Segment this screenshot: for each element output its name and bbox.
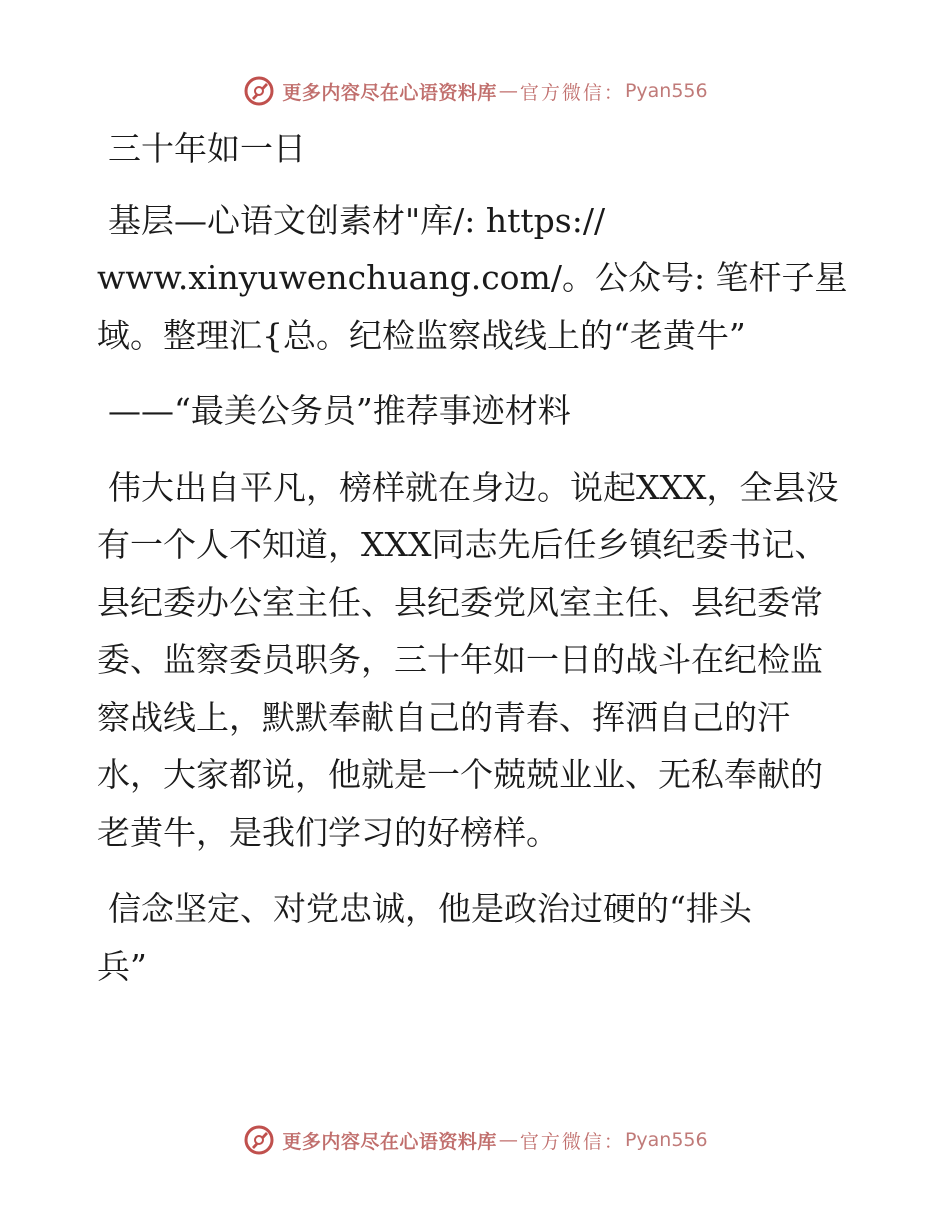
document-subtitle: ——“最美公务员”推荐事迹材料	[108, 391, 571, 430]
watermark-wechat-label: 官方微信：	[519, 1130, 625, 1153]
watermark-main-text: 更多内容尽在心语资料库	[282, 1130, 497, 1153]
intro-line: www.xinyuwenchuang.com/。公众号: 笔杆子星	[97, 258, 848, 297]
section-heading	[97, 880, 857, 995]
heading-line: 信念坚定、对党忠诚，他是政治过硬的“排头	[108, 889, 752, 928]
paragraph-line: 委、监察委员职务，三十年如一日的战斗在纪检监	[97, 640, 823, 679]
document-title: 三十年如一日	[108, 129, 306, 168]
header-watermark	[0, 74, 950, 108]
paragraph-line: 有一个人不知道，XXX同志先后任乡镇纪委书记、	[97, 525, 828, 564]
paragraph-line: 老黄牛，是我们学习的好榜样。	[97, 812, 559, 852]
watermark-wechat-id: Pyan556	[624, 80, 708, 102]
watermark-separator: —	[498, 1129, 518, 1151]
watermark-wechat-label: 官方微信：	[519, 81, 625, 104]
paragraph-line: 察战线上，默默奉献自己的青春、挥洒自己的汗	[97, 697, 790, 737]
paragraph-line: 伟大出自平凡，榜样就在身边。说起XXX，全县没	[108, 467, 839, 507]
paragraph-line: 水，大家都说，他就是一个兢兢业业、无私奉献的	[97, 755, 823, 794]
paragraph-line: 县纪委办公室主任、县纪委党风室主任、县纪委常	[97, 582, 823, 622]
footer-watermark	[0, 1123, 950, 1157]
watermark-main-text: 更多内容尽在心语资料库	[282, 81, 497, 104]
body-paragraph	[97, 459, 857, 862]
intro-line: 域。整理汇{总。纪检监察战线上的“老黄牛”	[97, 315, 746, 355]
heading-line: 兵”	[97, 946, 147, 986]
document-body	[97, 120, 857, 995]
watermark-separator: —	[498, 80, 518, 102]
intro-line: 基层—心语文创素材"库/: https://	[108, 200, 606, 240]
intro-paragraph	[97, 192, 857, 365]
watermark-wechat-id: Pyan556	[624, 1129, 708, 1151]
brand-logo-icon	[242, 74, 276, 108]
brand-logo-icon	[242, 1123, 276, 1157]
